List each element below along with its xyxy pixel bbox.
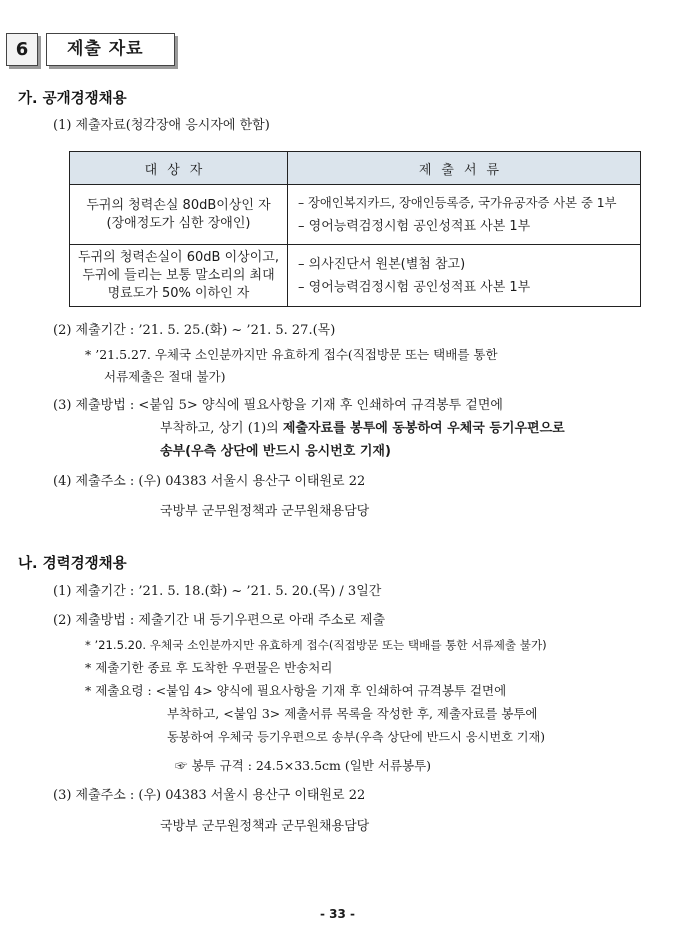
row2-target-line1: 두귀의 청력손실이 60dB 이상이고, xyxy=(78,249,279,265)
part-b-note3-line2: 부착하고, <붙임 3> 제출서류 목록을 작성한 후, 제출자료를 봉투에 xyxy=(167,706,538,721)
row1-target-line2: (장애정도가 심한 장애인) xyxy=(106,215,251,231)
part-a-item4-line1: (4) 제출주소 : (우) 04383 서울시 용산구 이태원로 22 xyxy=(53,474,366,489)
part-b-note3-line3: 동봉하여 우체국 등기우편으로 송부(우측 상단에 반드시 응시번호 기재) xyxy=(167,730,546,744)
part-a-item1: (1) 제출자료(청각장애 응시자에 한함) xyxy=(53,118,270,133)
header-target: 대상자 xyxy=(70,152,288,185)
part-b-note1: * ’21.5.20. 우체국 소인분까지만 유효하게 접수(직접방문 또는 택배를 통한 서류제출 불가) xyxy=(85,638,547,652)
row2-target xyxy=(70,245,288,307)
part-b-note3-line1: * 제출요령 : <붙임 4> 양식에 필요사항을 기재 후 인쇄하여 규격봉투 겉면에 xyxy=(85,683,507,698)
row2-target-line2: 두귀에 들리는 보통 말소리의 최대 xyxy=(82,267,275,283)
row2-doc1: – 의사진단서 원본(별첨 참고) xyxy=(298,256,466,272)
table-row xyxy=(70,245,641,307)
row1-doc2: – 영어능력검정시험 공인성적표 사본 1부 xyxy=(298,218,531,234)
part-a-item4-line2: 국방부 군무원정책과 군무원채용담당 xyxy=(160,504,370,519)
header-docs: 제출서류 xyxy=(288,152,641,185)
row2-target-line3: 명료도가 50% 이하인 자 xyxy=(107,285,250,301)
part-a-item2-note1: * ’21.5.27. 우체국 소인분까지만 유효하게 접수(직접방문 또는 택배를 통한 xyxy=(85,347,498,362)
part-a-item3-plain: 부착하고, 상기 (1)의 xyxy=(160,421,283,436)
row1-doc1: – 장애인복지카드, 장애인등록증, 국가유공자증 사본 중 1부 xyxy=(298,195,617,210)
table-row xyxy=(70,185,641,245)
page-number: - 33 - xyxy=(319,907,355,921)
row1-target xyxy=(70,185,288,245)
submission-table xyxy=(69,151,641,307)
table-header-row xyxy=(70,152,641,185)
row2-doc2: – 영어능력검정시험 공인성적표 사본 1부 xyxy=(298,279,531,295)
part-a-item2-note2: 서류제출은 절대 불가) xyxy=(104,369,226,384)
part-b-item3-line1: (3) 제출주소 : (우) 04383 서울시 용산구 이태원로 22 xyxy=(53,788,366,803)
part-b-item2: (2) 제출방법 : 제출기간 내 등기우편으로 아래 주소로 제출 xyxy=(53,613,386,628)
part-a-title: 가. 공개경쟁채용 xyxy=(18,91,127,107)
part-b-title: 나. 경력경쟁채용 xyxy=(18,556,127,572)
row2-docs xyxy=(288,245,641,307)
part-b-item3-line2: 국방부 군무원정책과 군무원채용담당 xyxy=(160,819,370,834)
section-header xyxy=(6,33,178,71)
part-a-item2: (2) 제출기간 : ’21. 5. 25.(화) ~ ’21. 5. 27.(목) xyxy=(53,323,336,338)
section-number: 6 xyxy=(6,33,38,66)
part-a-item3-bold1: 제출자료를 봉투에 동봉하여 우체국 등기우편으로 xyxy=(282,421,565,436)
part-a-item3-line3: 송부(우측 상단에 반드시 응시번호 기재) xyxy=(160,444,391,459)
part-b-envelope-size: ☞ 봉투 규격 : 24.5×33.5cm (일반 서류봉투) xyxy=(175,758,432,773)
part-b-item1: (1) 제출기간 : ’21. 5. 18.(화) ~ ’21. 5. 20.(목) / 3일간 xyxy=(53,584,382,599)
section-title: 제출 자료 xyxy=(46,33,175,66)
part-b-note2: * 제출기한 종료 후 도착한 우편물은 반송처리 xyxy=(85,660,333,675)
part-a-item3-line1: (3) 제출방법 : <붙임 5> 양식에 필요사항을 기재 후 인쇄하여 규격봉투 겉면에 xyxy=(53,398,503,413)
row1-docs xyxy=(288,185,641,245)
part-a-item3-line2 xyxy=(160,420,565,438)
row1-target-line1: 두귀의 청력손실 80dB이상인 자 xyxy=(86,197,271,213)
